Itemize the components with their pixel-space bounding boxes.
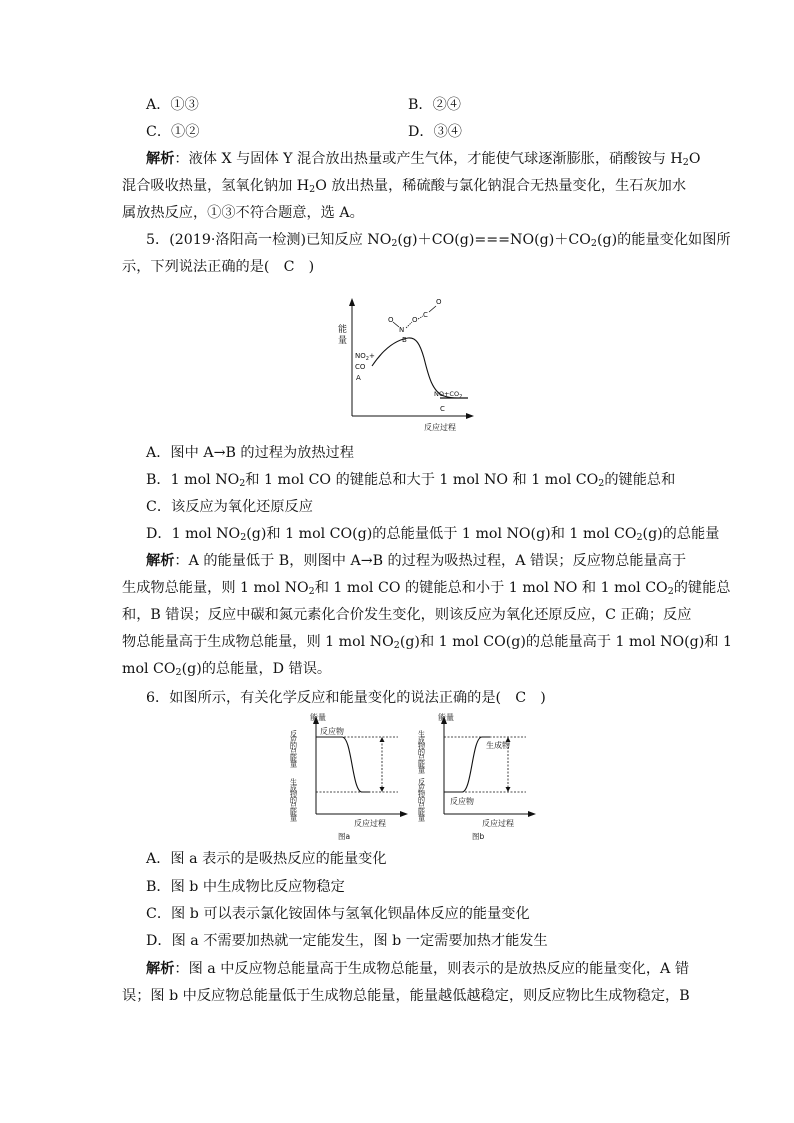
text: ：A 的能量低于 B，则图中 A→B 的过程为吸热过程，A 错误；反应物总能量高于 <box>174 553 687 569</box>
text: O <box>688 151 701 167</box>
q5-analysis-line-2 <box>122 575 731 602</box>
y-label-bottom: 生成物的总能量 <box>290 778 299 820</box>
point-c-label: C <box>440 405 445 413</box>
energy-label: 能量 <box>438 713 454 722</box>
text: (g)的总能量 <box>642 526 720 542</box>
subscript: 2 <box>308 586 315 597</box>
text: 混合吸收热量，氢氧化钠加 H <box>122 178 310 194</box>
subscript: 2 <box>598 478 605 489</box>
point-a-label: A <box>356 374 361 382</box>
text: 的键能总 <box>673 580 731 596</box>
energy-curve <box>444 737 490 792</box>
reactant-no: NO <box>355 352 366 360</box>
q4-analysis-line-2 <box>122 173 687 200</box>
arrow-down <box>380 787 385 792</box>
text: 5．(2019·洛阳高一检测)已知反应 NO <box>146 232 392 248</box>
q5-stem-line-2: 示，下列说法正确的是( C ) <box>122 259 315 275</box>
point-b-label: B <box>402 336 407 344</box>
q4-option-a: A．①③ <box>146 97 199 113</box>
bond <box>429 306 436 312</box>
y-axis-arrow <box>349 298 355 306</box>
subscript: 2 <box>682 157 689 168</box>
text: (g)和 1 mol CO(g)的总能量高于 1 mol NO(g)和 1 <box>399 634 733 650</box>
text: 的键能总和 <box>604 472 676 488</box>
x-axis-label: 反应过程 <box>424 423 456 432</box>
q5-analysis-line-5 <box>122 656 652 683</box>
y-label-char-2: 量 <box>338 336 348 346</box>
atom-o-middle: O <box>412 316 418 324</box>
q4-option-d: D．③④ <box>408 124 462 140</box>
q6-figure-b <box>418 712 538 842</box>
q6-analysis-line-2: 误；图 b 中反应物总能量低于生成物总能量，能量越低越稳定，则反应物比生成物稳定，B <box>122 988 690 1004</box>
figure-caption: 图b <box>472 832 485 841</box>
y-label-char-1: 能 <box>338 325 348 335</box>
atom-o-left: O <box>388 316 394 324</box>
product-no-co: NO+CO <box>434 390 460 398</box>
text: ：图 a 中反应物总能量高于生成物总能量，则表示的是放热反应的能量变化，A 错 <box>174 961 690 977</box>
x-axis-arrow <box>466 413 474 419</box>
q4-analysis-line-3: 属放热反应，①③不符合题意，选 A。 <box>122 205 364 221</box>
x-axis-label: 反应过程 <box>354 819 386 828</box>
curve-label: 反应物 <box>320 727 344 736</box>
analysis-label: 解析 <box>146 553 175 569</box>
y-label-top: 反应的总能量 <box>290 730 299 766</box>
atom-n: N <box>399 326 405 334</box>
x-axis-arrow <box>400 811 408 817</box>
q4-analysis-line-1 <box>146 146 701 173</box>
energy-label: 能量 <box>310 713 326 722</box>
subscript: 2 <box>239 478 246 489</box>
q4-option-b: B．②④ <box>408 97 461 113</box>
curve-label-bottom: 反应物 <box>450 797 474 806</box>
q6-option-c: C．图 b 可以表示氯化铵固体与氢氧化钡晶体反应的能量变化 <box>146 906 530 922</box>
subscript: 2 <box>240 532 247 543</box>
q6-option-d: D．图 a 不需要加热就一定能发生，图 b 一定需要加热才能发生 <box>146 933 548 949</box>
q5-option-b <box>146 467 676 494</box>
text: 物总能量高于生成物总能量，则 1 mol NO <box>122 634 394 650</box>
q5-stem-line-1 <box>146 227 731 254</box>
reactant-sub: 2 <box>365 356 369 362</box>
q4-option-c: C．①② <box>146 124 200 140</box>
analysis-label: 解析 <box>146 151 175 167</box>
text: ：液体 X 与固体 Y 混合放出热量或产生气体，才能使气球逐渐膨胀，硝酸铵与 H <box>174 151 683 167</box>
q6-stem: 6．如图所示，有关化学反应和能量变化的说法正确的是( C ) <box>146 690 546 706</box>
subscript: 2 <box>667 586 674 597</box>
arrow-down <box>506 787 511 792</box>
text: (g)的总能量，D 错误。 <box>181 661 332 677</box>
product-sub: 2 <box>459 394 463 400</box>
y-label-bottom: 反应物的总能量 <box>418 778 427 820</box>
subscript: 2 <box>309 184 316 195</box>
q5-option-c: C．该反应为氧化还原反应 <box>146 499 313 515</box>
reactant-plus: + <box>368 352 375 360</box>
subscript: 2 <box>636 532 643 543</box>
text: B．1 mol NO <box>146 472 240 488</box>
analysis-label: 解析 <box>146 961 175 977</box>
arrow-up <box>380 737 385 742</box>
text: 和 1 mol CO 的键能总和大于 1 mol NO 和 1 mol CO <box>245 472 599 488</box>
subscript: 2 <box>393 640 400 651</box>
q6-figure-a <box>290 712 410 842</box>
q5-analysis-line-3: 和，B 错误；反应中碳和氮元素化合价发生变化，则该反应为氧化还原反应，C 正确；反应 <box>122 607 692 623</box>
reactant-label-no2 <box>355 352 375 362</box>
q5-option-d <box>146 521 720 548</box>
text: (g)＋CO(g)===NO(g)＋CO <box>397 232 591 248</box>
subscript: 2 <box>590 238 597 249</box>
q5-energy-diagram <box>328 292 478 432</box>
q5-option-a: A．图中 A→B 的过程为放热过程 <box>146 445 354 461</box>
y-label-top: 生成物的总能量 <box>418 730 427 772</box>
text: D．1 mol NO <box>146 526 241 542</box>
x-axis-label: 反应过程 <box>482 819 514 828</box>
energy-curve <box>372 338 458 398</box>
text: O 放出热量，稀硫酸与氯化钠混合无热量变化，生石灰加水 <box>315 178 687 194</box>
atom-o-right: O <box>436 298 442 306</box>
curve-label-top: 生成物 <box>486 741 510 750</box>
atom-c: C <box>423 311 428 319</box>
energy-curve <box>316 737 370 792</box>
text: (g)的能量变化如图所 <box>596 232 731 248</box>
q6-analysis-line-1 <box>146 956 690 983</box>
q6-option-b: B．图 b 中生成物比反应物稳定 <box>146 879 345 895</box>
x-axis-arrow <box>528 811 536 817</box>
subscript: 2 <box>175 667 182 678</box>
subscript: 2 <box>391 238 398 249</box>
text: 和 1 mol CO 的键能总和小于 1 mol NO 和 1 mol CO <box>314 580 668 596</box>
text: mol CO <box>122 661 176 677</box>
reactant-label-co: CO <box>355 363 366 371</box>
q5-analysis-line-1 <box>146 548 687 575</box>
text: 生成物总能量，则 1 mol NO <box>122 580 309 596</box>
q6-option-a: A．图 a 表示的是吸热反应的能量变化 <box>146 851 387 867</box>
q5-analysis-line-4 <box>122 629 733 656</box>
figure-caption: 图a <box>338 832 351 841</box>
text: (g)和 1 mol CO(g)的总能量低于 1 mol NO(g)和 1 mol CO <box>246 526 637 542</box>
